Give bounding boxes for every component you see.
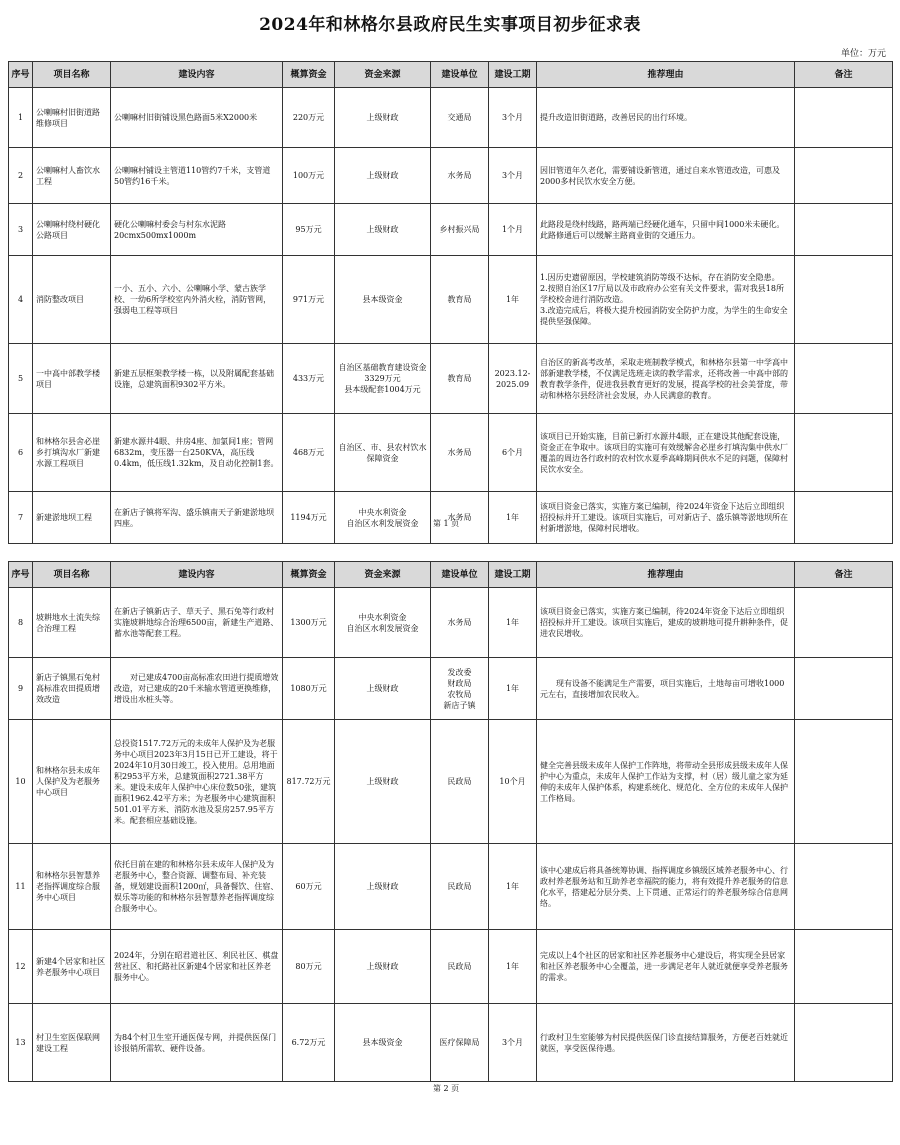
cell-name: 和林格尔县舍必崖乡打填沟水厂新建水源工程项目: [33, 414, 111, 492]
header-note: 备注: [795, 562, 893, 588]
cell-no: 8: [9, 588, 33, 658]
cell-note: [795, 588, 893, 658]
cell-name: 新建4个居家和社区养老服务中心项目: [33, 930, 111, 1004]
cell-funds: 80万元: [283, 930, 335, 1004]
table-row: [9, 414, 893, 492]
cell-content: 新建水源井4眼、井房4座、加氯间1座；管网6832m，变压器一台250KVA，高压线0.4km，低压线1.32km，及自动化控制1套。: [111, 414, 283, 492]
cell-reason: 健全完善县级未成年人保护工作阵地，将带动全县形成县级未成年人保护中心为重点，未成年人保护工作站为支撑，村（居）级儿童之家为延伸的未成年人保护体系，构建系统化、规范化、全方位的未成年人保护工作格局。: [537, 720, 795, 844]
cell-name: 消防整改项目: [33, 256, 111, 344]
cell-name: 公喇嘛村旧街道路维修项目: [33, 88, 111, 148]
cell-period: 1年: [489, 844, 537, 930]
cell-unit: 教育局: [431, 344, 489, 414]
cell-content: 为84个村卫生室开通医保专网，并提供医保门诊报销所需软、硬件设备。: [111, 1004, 283, 1082]
cell-source: 上级财政: [335, 930, 431, 1004]
header-funds: 概算资金: [283, 562, 335, 588]
cell-no: 5: [9, 344, 33, 414]
cell-content: 在新店子镇将军沟、盛乐镇南天子新建淤地坝四座。: [111, 492, 283, 544]
cell-name: 坡耕地水土流失综合治理工程: [33, 588, 111, 658]
cell-content: 对已建成4700亩高标准农田进行提质增效改造，对已建成的20千米输水管道更换维修，增设出水桩头等。: [111, 658, 283, 720]
cell-no: 6: [9, 414, 33, 492]
cell-source: 上级财政: [335, 88, 431, 148]
cell-unit: 教育局: [431, 256, 489, 344]
cell-unit: 水务局: [431, 588, 489, 658]
header-project-name: 项目名称: [33, 562, 111, 588]
cell-note: [795, 204, 893, 256]
table-row: [9, 204, 893, 256]
cell-note: [795, 148, 893, 204]
cell-funds: 6.72万元: [283, 1004, 335, 1082]
table-row: [9, 930, 893, 1004]
cell-note: [795, 930, 893, 1004]
cell-reason: 此路段是绕村线路，路两端已经硬化通车，只留中间1000米未硬化。此路修通后可以缓解主路商业街的交通压力。: [537, 204, 795, 256]
cell-note: [795, 720, 893, 844]
cell-content: 新建五层框架教学楼一栋，以及附属配套基础设施，总建筑面积9302平方米。: [111, 344, 283, 414]
cell-reason: 该项目已开始实施，目前已新打水源井4眼，正在建设其他配套设施，资金正在争取中。该项目的实施可有效缓解舍必崖乡打填沟集中供水厂覆盖的周边各行政村的农村饮水夏季高峰期间供水不足的问题，保障村民饮水安全。: [537, 414, 795, 492]
header-period: 建设工期: [489, 62, 537, 88]
cell-name: 一中高中部教学楼项目: [33, 344, 111, 414]
cell-content: 总投资1517.72万元的未成年人保护及为老服务中心项目2023年3月15日已开工建设，将于2024年10月30日竣工，投入使用。总用地面积2953平方米，总建筑面积2721.38平方米。建设未成年人保护中心床位数50张，建筑面积1962.42平方米；为老服务中心建筑面积501.01平方米、消防水池及泵房257.95平方米。配套相应基础设施。: [111, 720, 283, 844]
table-row: [9, 256, 893, 344]
cell-reason: 行政村卫生室能够为村民提供医保门诊直接结算服务，方便老百姓就近就医，享受医保待遇。: [537, 1004, 795, 1082]
cell-funds: 100万元: [283, 148, 335, 204]
cell-name: 新店子镇黑石兔村高标准农田提质增效改造: [33, 658, 111, 720]
cell-no: 7: [9, 492, 33, 544]
table-row: [9, 658, 893, 720]
project-table-page-1: [8, 61, 893, 544]
cell-period: 10个月: [489, 720, 537, 844]
header-content: 建设内容: [111, 562, 283, 588]
cell-unit: 发改委 财政局 农牧局 新店子镇: [431, 658, 489, 720]
cell-name: 村卫生室医保联网建设工程: [33, 1004, 111, 1082]
header-source: 资金来源: [335, 62, 431, 88]
cell-no: 13: [9, 1004, 33, 1082]
cell-source: 县本级资金: [335, 1004, 431, 1082]
cell-reason: 完成以上4个社区的居家和社区养老服务中心建设后，将实现全县居家和社区养老服务中心全覆盖，进一步满足老年人就近就便享受养老服务的需求。: [537, 930, 795, 1004]
cell-period: 1个月: [489, 204, 537, 256]
cell-source: 中央水利资金 自治区水利发展资金: [335, 588, 431, 658]
cell-period: 2023.12-2025.09: [489, 344, 537, 414]
page-number-2: 第 2 页: [433, 1084, 460, 1093]
cell-no: 12: [9, 930, 33, 1004]
cell-source: 中央水利资金 自治区水利发展资金: [335, 492, 431, 544]
cell-no: 2: [9, 148, 33, 204]
cell-note: [795, 492, 893, 544]
cell-funds: 1300万元: [283, 588, 335, 658]
cell-unit: 民政局: [431, 844, 489, 930]
cell-note: [795, 88, 893, 148]
cell-unit: 民政局: [431, 930, 489, 1004]
cell-name: 公喇嘛村人畜饮水工程: [33, 148, 111, 204]
cell-source: 县本级资金: [335, 256, 431, 344]
cell-unit: 交通局: [431, 88, 489, 148]
cell-period: 3个月: [489, 1004, 537, 1082]
cell-funds: 1194万元: [283, 492, 335, 544]
cell-funds: 1080万元: [283, 658, 335, 720]
cell-no: 3: [9, 204, 33, 256]
header-project-name: 项目名称: [33, 62, 111, 88]
cell-source: 上级财政: [335, 658, 431, 720]
cell-name: 新建淤地坝工程: [33, 492, 111, 544]
cell-content: 公喇嘛村铺设主管道110管约7千米，支管道50管约16千米。: [111, 148, 283, 204]
cell-name: 和林格尔县智慧养老指挥调度综合服务中心项目: [33, 844, 111, 930]
cell-period: 3个月: [489, 148, 537, 204]
cell-unit: 乡村振兴局: [431, 204, 489, 256]
project-table-page-2: [8, 561, 893, 1082]
cell-source: 上级财政: [335, 148, 431, 204]
cell-source: 上级财政: [335, 204, 431, 256]
header-reason: 推荐理由: [537, 62, 795, 88]
cell-period: 1年: [489, 588, 537, 658]
cell-funds: 433万元: [283, 344, 335, 414]
cell-note: [795, 1004, 893, 1082]
cell-content: 公喇嘛村旧街铺设黑色路面5米X2000米: [111, 88, 283, 148]
cell-unit: 水务局: [431, 492, 489, 544]
cell-source: 上级财政: [335, 720, 431, 844]
cell-reason: 该项目资金已落实，实施方案已编制，待2024年资金下达后立即组织招投标并开工建设。该项目实施后，可对新店子、盛乐镇等淤地坝所在村新增淤地，保障村民增收。: [537, 492, 795, 544]
cell-reason: 现有设备不能满足生产需要，项目实施后，土地每亩可增收1000元左右，直接增加农民收入。: [537, 658, 795, 720]
table-header-row: [9, 62, 893, 88]
cell-period: 1年: [489, 930, 537, 1004]
cell-period: 1年: [489, 658, 537, 720]
cell-funds: 60万元: [283, 844, 335, 930]
cell-source: 自治区、市、县农村饮水保障资金: [335, 414, 431, 492]
cell-reason: 提升改造旧街道路，改善居民的出行环境。: [537, 88, 795, 148]
cell-funds: 95万元: [283, 204, 335, 256]
cell-content: 在新店子镇新店子、草天子、黑石兔等行政村实施坡耕地综合治理6500亩，新建生产道路、蓄水池等配套工程。: [111, 588, 283, 658]
table-header-row: [9, 562, 893, 588]
table-row: [9, 344, 893, 414]
cell-name: 和林格尔县未成年人保护及为老服务中心项目: [33, 720, 111, 844]
cell-reason: 该项目资金已落实，实施方案已编制，待2024年资金下达后立即组织招投标并开工建设。该项目实施后，建成的坡耕地可提升耕种条件，促进农民增收。: [537, 588, 795, 658]
cell-content: 硬化公喇嘛村委会与村东水泥路20cmx500mx1000m: [111, 204, 283, 256]
cell-content: 2024年，分别在昭君道社区、利民社区、棋盘营社区、和托路社区新建4个居家和社区养老服务中心。: [111, 930, 283, 1004]
cell-name: 公喇嘛村绕村硬化公路项目: [33, 204, 111, 256]
header-unit: 建设单位: [431, 62, 489, 88]
cell-funds: 971万元: [283, 256, 335, 344]
cell-reason: 因旧管道年久老化，需要铺设新管道，通过自来水管道改造，可惠及2000多村民饮水安全方便。: [537, 148, 795, 204]
table-row: [9, 844, 893, 930]
cell-no: 10: [9, 720, 33, 844]
cell-note: [795, 658, 893, 720]
cell-note: [795, 256, 893, 344]
cell-reason: 自治区的新高考改革，采取走班制教学模式，和林格尔县第一中学高中部新建教学楼，不仅满足选班走读的教学需求，还将改善一中高中部的教育教学条件，促进我县教育更好的发展，提高学校的社会美誉度，带动和林格尔县经济社会发展，办人民满意的教育。: [537, 344, 795, 414]
cell-unit: 医疗保障局: [431, 1004, 489, 1082]
page-title: 2024年和林格尔县政府民生实事项目初步征求表: [259, 15, 641, 35]
cell-period: 1年: [489, 256, 537, 344]
cell-reason: 1.因历史遗留原因，学校建筑消防等级不达标，存在消防安全隐患。 2.按照自治区17厅局以及市政府办公室有关文件要求，需对我县18所学校校舍进行消防改造。 3.改造完成后，将极大提升校园消防安全防护力度，为学生的生命安全提供坚强保障。: [537, 256, 795, 344]
table-row: [9, 1004, 893, 1082]
cell-no: 1: [9, 88, 33, 148]
table-row: [9, 588, 893, 658]
cell-source: 上级财政: [335, 844, 431, 930]
cell-note: [795, 344, 893, 414]
cell-content: 依托目前在建的和林格尔县未成年人保护及为老服务中心，整合资源、调整布局、补充装备，规划建设面积1200㎡，具备餐饮、住宿、娱乐等功能的和林格尔县智慧养老指挥调度综合服务中心。: [111, 844, 283, 930]
cell-period: 6个月: [489, 414, 537, 492]
cell-funds: 817.72万元: [283, 720, 335, 844]
cell-unit: 水务局: [431, 148, 489, 204]
cell-source: 自治区基础教育建设资金3329万元 县本级配套1004万元: [335, 344, 431, 414]
page-number-1: 第 1 页: [433, 519, 460, 528]
cell-unit: 水务局: [431, 414, 489, 492]
cell-no: 4: [9, 256, 33, 344]
cell-no: 11: [9, 844, 33, 930]
header-note: 备注: [795, 62, 893, 88]
cell-note: [795, 844, 893, 930]
cell-period: 3个月: [489, 88, 537, 148]
unit-label: 单位：万元: [840, 49, 886, 59]
cell-funds: 220万元: [283, 88, 335, 148]
cell-funds: 468万元: [283, 414, 335, 492]
cell-reason: 该中心建成后将具备统筹协调、指挥调度乡镇级区域养老服务中心、行政村养老服务站和互助养老幸福院的能力，将有效提升养老服务的信息化水平，搭建起分层分类、上下贯通、正常运行的养老服务综合信息网络。: [537, 844, 795, 930]
header-content: 建设内容: [111, 62, 283, 88]
cell-note: [795, 414, 893, 492]
cell-no: 9: [9, 658, 33, 720]
header-unit: 建设单位: [431, 562, 489, 588]
table-row: [9, 148, 893, 204]
header-reason: 推荐理由: [537, 562, 795, 588]
cell-unit: 民政局: [431, 720, 489, 844]
header-index: 序号: [9, 562, 33, 588]
cell-content: 一小、五小、六小、公喇嘛小学、蒙古族学校、一幼6所学校室内外消火栓，消防管网，强弱电工程等项目: [111, 256, 283, 344]
cell-period: 1年: [489, 492, 537, 544]
table-row: [9, 720, 893, 844]
table-row: [9, 88, 893, 148]
header-source: 资金来源: [335, 562, 431, 588]
header-index: 序号: [9, 62, 33, 88]
header-funds: 概算资金: [283, 62, 335, 88]
header-period: 建设工期: [489, 562, 537, 588]
